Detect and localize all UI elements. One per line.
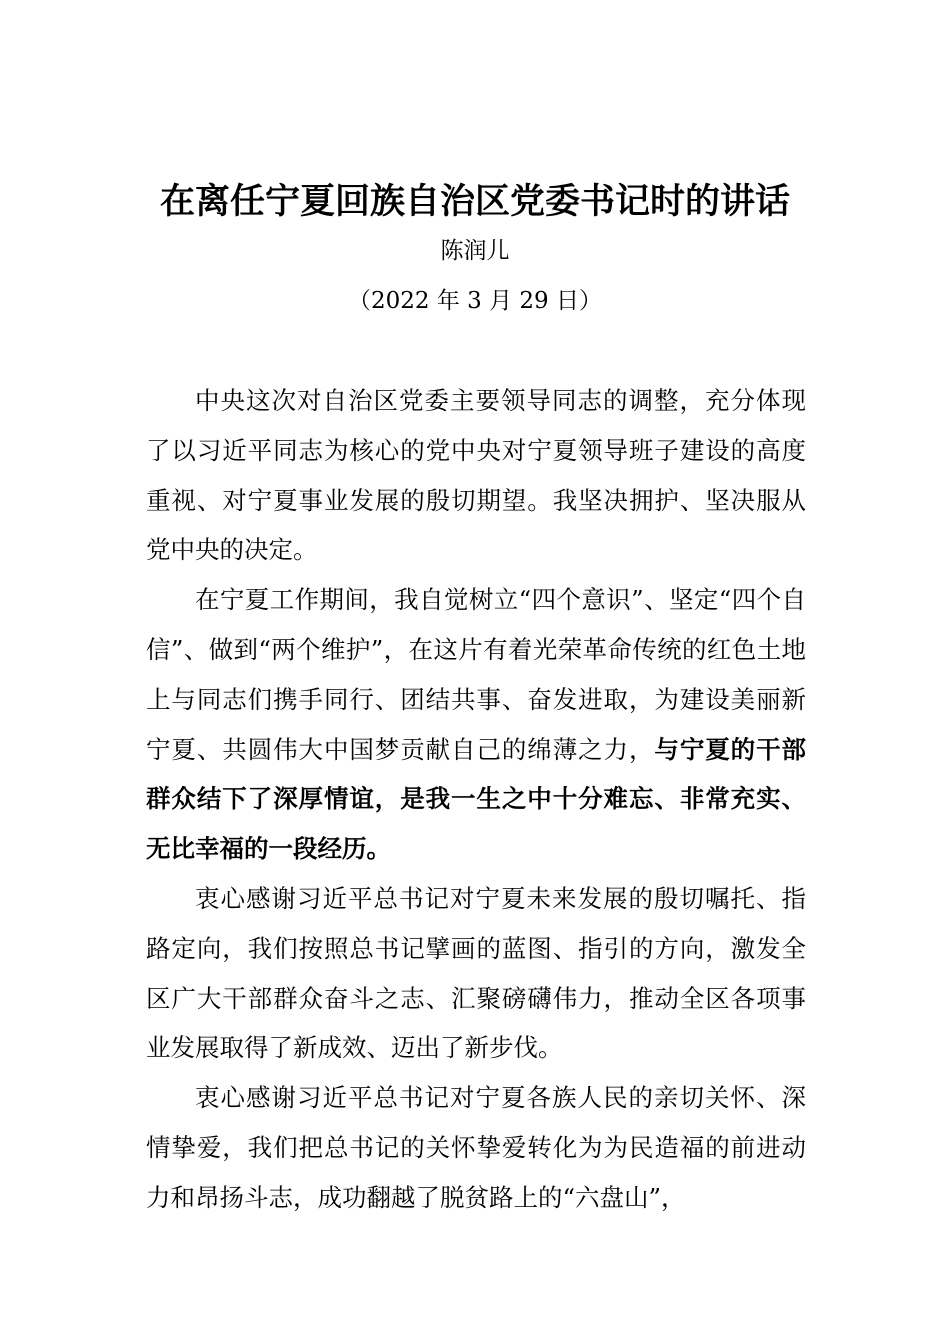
- paragraph-4: [146, 1073, 806, 1222]
- paragraph-1-text: 中央这次对自治区党委主要领导同志的调整，充分体现了以习近平同志为核心的党中央对宁夏领导班子建设的高度重视、对宁夏事业发展的殷切期望。我坚决拥护、坚决服从党中央的决定。: [146, 386, 806, 565]
- document-date: （2022 年 3 月 29 日）: [348, 288, 602, 314]
- paragraph-1: [146, 376, 806, 575]
- paragraph-2: [146, 575, 806, 874]
- paragraph-4-text: 衷心感谢习近平总书记对宁夏各族人民的亲切关怀、深情挚爱，我们把总书记的关怀挚爱转化为为民造福的前进动力和昂扬斗志，成功翻越了脱贫路上的“六盘山”，: [146, 1083, 806, 1212]
- document-title: 在离任宁夏回族自治区党委书记时的讲话: [159, 181, 790, 222]
- paragraph-2-bold-text: 与宁夏的干部群众结下了深厚情谊，是我一生之中十分难忘、非常充实、无比幸福的一段经历。: [146, 734, 807, 864]
- paragraph-3-text: 衷心感谢习近平总书记对宁夏未来发展的殷切嘱托、指路定向，我们按照总书记擘画的蓝图、指引的方向，激发全区广大干部群众奋斗之志、汇聚磅礴伟力，推动全区各项事业发展取得了新成效、迈出了新步伐。: [146, 883, 806, 1063]
- paragraph-3: [146, 874, 806, 1073]
- document-body: [146, 376, 806, 1223]
- document-author: 陈润儿: [440, 238, 510, 264]
- paragraph-2-text: 在宁夏工作期间，我自觉树立“四个意识”、坚定“四个自信”、做到“两个维护”，在这片有着光荣革命传统的红色土地上与同志们携手同行、团结共事、奋发进取，为建设美丽新宁夏、共圆伟大中国梦贡献自己的绵薄之力，: [146, 585, 806, 764]
